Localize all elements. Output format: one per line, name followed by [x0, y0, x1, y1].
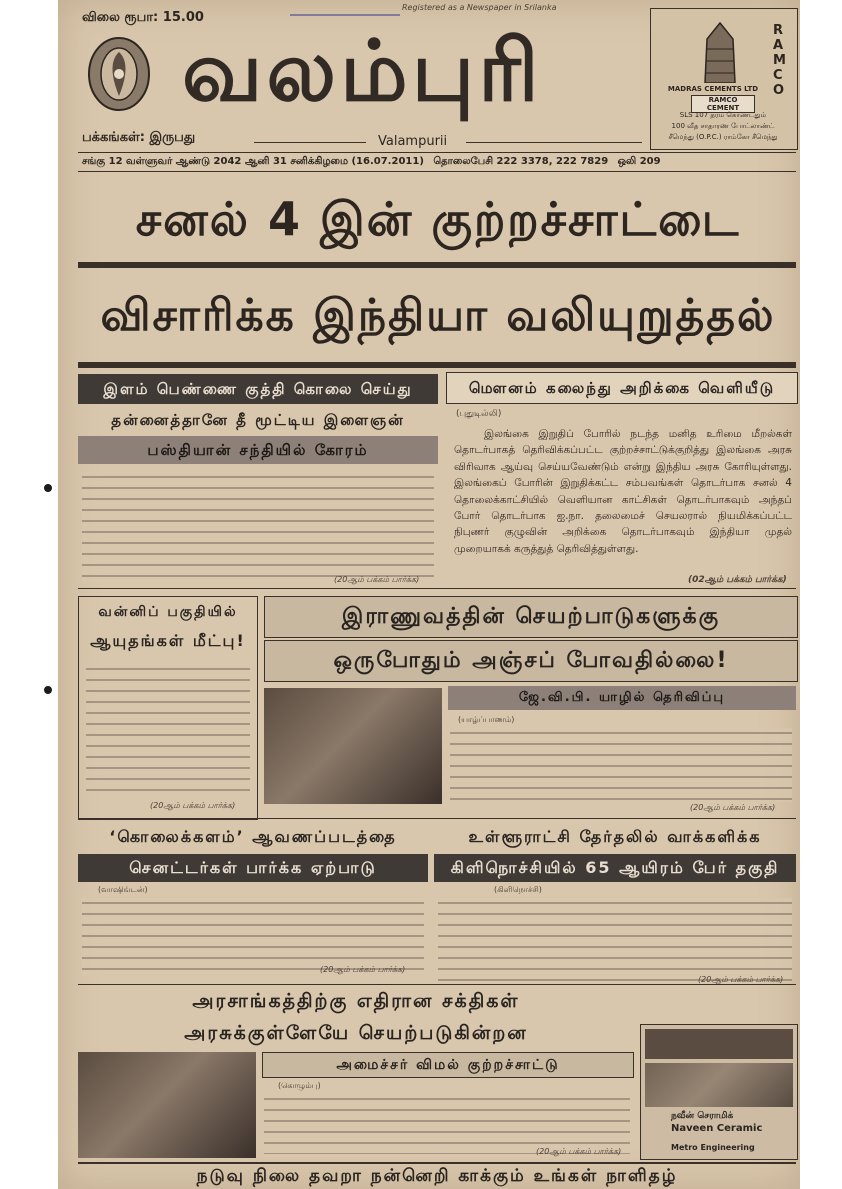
story-right-dateline: (புதுடில்லி)	[456, 409, 502, 419]
story-right-continuation[interactable]: (02ஆம் பக்கம் பார்க்க)	[688, 575, 787, 585]
jvp-speaker-photo	[264, 688, 442, 804]
price-label: விலை ரூபா: 15.00	[82, 10, 204, 25]
story-govt-headline-2: அரசுக்குள்ளேயே செயற்படுகின்றன	[184, 1022, 528, 1044]
rule-line	[78, 588, 796, 589]
rule-line	[78, 362, 796, 368]
ramco-company-name: MADRAS CEMENTS LTD	[667, 85, 759, 93]
story-weapons-headline-1: வன்னிப் பகுதியில்	[98, 604, 238, 620]
story-kilinochchi-headline-2: கிளிநொச்சியில் 65 ஆயிரம் பேர் தகுதி	[434, 854, 796, 882]
story-killing-fields-continuation[interactable]: (20ஆம் பக்கம் பார்க்க)	[320, 965, 406, 974]
dateline-issue: ஒலி 209	[617, 156, 661, 167]
story-kilinochchi-dateline: (கிளிநொச்சி)	[494, 885, 542, 894]
rule-line	[78, 818, 796, 819]
tiles-photo	[645, 1063, 793, 1107]
ramco-line-1: SLS 107 தரம் கொண்டதும்	[679, 111, 767, 119]
ramco-line-2: 100 வீத சாதாரண போட்லாண்ட்	[671, 122, 775, 130]
story-army-subhead: ஜே.வி.பி. யாழில் தெரிவிப்பு	[448, 686, 796, 710]
ramco-ad	[650, 8, 798, 150]
story-army-continuation[interactable]: (20ஆம் பக்கம் பார்க்க)	[690, 803, 776, 812]
story-govt-headline-1: அரசாங்கத்திற்கு எதிரான சக்திகள்	[192, 990, 520, 1012]
story-govt-dateline: (கொழும்பு)	[278, 1081, 321, 1090]
registration-note: Registered as a Newspaper in Srilanka	[402, 3, 557, 12]
pages-count: பக்கங்கள்: இருபது	[82, 130, 196, 145]
story-kilinochchi-body	[438, 898, 792, 982]
story-right-body: இலங்கை இறுதிப் போரில் நடந்த மனித உரிமை மீறல்கள் தொடர்பாகத் தெரிவிக்கப்பட்ட குற்றச்சாட்டுக்குறித்து இலங்கை அரசு விரிவாக ஆய்வு செய்யவேண்டும் என்று இந்திய அரசு கோரியுள்ளது. இலங்கைப் போரின் இறுதிக்கட்ட சம்பவங்கள் தொடர்பாக சனல் 4 தொலைக்காட்சியில் வெளியான காட்சிகள் தொடர்பாகவும் அந்தப் போர் தொடர்பாக ஐ.நா. தலைமைச் செயலரால் நியமிக்கப்பட்ட நிபுணர் குழுவின் அறிக்கை தொடர்பாகவும் இந்தியா முதல் முறையாகக் கருத்துத் தெரிவித்துள்ளது.	[454, 428, 792, 555]
ad-sub: Metro Engineering	[671, 1143, 755, 1152]
story-govt-continuation[interactable]: (20ஆம் பக்கம் பார்க்க)	[536, 1147, 622, 1156]
story-govt-body	[264, 1094, 630, 1154]
ramco-product: RAMCO CEMENT	[691, 95, 755, 113]
dateline-strip	[78, 152, 796, 172]
binding-hole	[44, 686, 52, 694]
story-killing-fields-headline-2: செனட்டர்கள் பார்க்க ஏற்பாடு	[78, 854, 428, 882]
footer-tagline: நடுவு நிலை தவறா நன்னெறி காக்கும் உங்கள் நாளிதழ்	[196, 1166, 678, 1186]
story-kilinochchi-continuation[interactable]: (20ஆம் பக்கம் பார்க்க)	[698, 975, 784, 984]
dateline-phone: தொலைபேசி 222 3378, 222 7829	[433, 156, 609, 167]
story-weapons-headline-2: ஆயுதங்கள் மீட்பு!	[90, 631, 246, 650]
lead-headline-2: விசாரிக்க இந்தியா வலியுறுத்தல்	[100, 290, 776, 341]
lead-headline-1: சனல் 4 இன் குற்றச்சாட்டை	[135, 192, 741, 246]
story-killing-fields-headline-1: ‘கொலைக்களம்’ ஆவணப்படத்தை	[109, 827, 397, 846]
story-army-dateline: (யாழ்ப்பாணம்)	[458, 715, 515, 724]
ramco-line-3: சீமெந்து (O.P.C.) ராம்கோ சீமெந்து	[668, 133, 778, 141]
dateline-date: சங்கு 12 வள்ளுவர் ஆண்டு 2042 ஆனி 31 சனிக்கிழமை (16.07.2011)	[82, 156, 424, 167]
naveen-ceramic-ad	[640, 1024, 798, 1160]
story-govt-subhead: அமைச்சர் விமல் குற்றச்சாட்டு	[262, 1052, 634, 1078]
story-left-continuation[interactable]: (20ஆம் பக்கம் பார்க்க)	[334, 575, 420, 584]
rule-line	[466, 142, 642, 143]
temple-tower-icon	[695, 19, 745, 83]
latin-title: Valampurii	[378, 134, 448, 149]
story-weapons-continuation[interactable]: (20ஆம் பக்கம் பார்க்க)	[150, 801, 236, 810]
story-killing-fields-dateline: (வாஷிங்டன்)	[98, 885, 148, 894]
story-army-headline-1: இராணுவத்தின் செயற்பாடுகளுக்கு	[264, 596, 798, 638]
rule-line	[78, 262, 796, 268]
binding-hole	[44, 484, 52, 492]
minister-photo	[78, 1052, 256, 1158]
story-left-body	[82, 472, 434, 582]
story-left-subhead: பஸ்தியான் சந்தியில் கோரம்	[78, 436, 438, 464]
story-right-headline: மௌனம் கலைந்து அறிக்கை வெளியீடு	[446, 372, 798, 404]
masthead-title: வலம்புரி	[182, 22, 543, 120]
ad-brand: நவீன் செராமிக்	[671, 1111, 734, 1121]
ad-banner	[645, 1029, 793, 1059]
ramco-brand-vertical: RAMCO	[773, 23, 786, 98]
story-left-headline-2: தன்னைத்தானே தீ மூட்டிய இளைஞன்	[111, 411, 405, 429]
conch-emblem-icon	[84, 34, 154, 118]
story-army-headline-2: ஒருபோதும் அஞ்சப் போவதில்லை!	[264, 640, 798, 682]
newspaper-page	[58, 0, 800, 1189]
stamp-mark	[290, 0, 400, 16]
story-left-headline-1: இளம் பெண்ணை குத்தி கொலை செய்து	[78, 374, 438, 404]
ad-brand-latin: Naveen Ceramic	[671, 1123, 763, 1134]
story-kilinochchi-headline-1: உள்ளூராட்சி தேர்தலில் வாக்களிக்க	[468, 827, 762, 846]
story-weapons-body	[86, 664, 250, 792]
story-army-body	[450, 728, 792, 802]
rule-line	[254, 142, 366, 143]
